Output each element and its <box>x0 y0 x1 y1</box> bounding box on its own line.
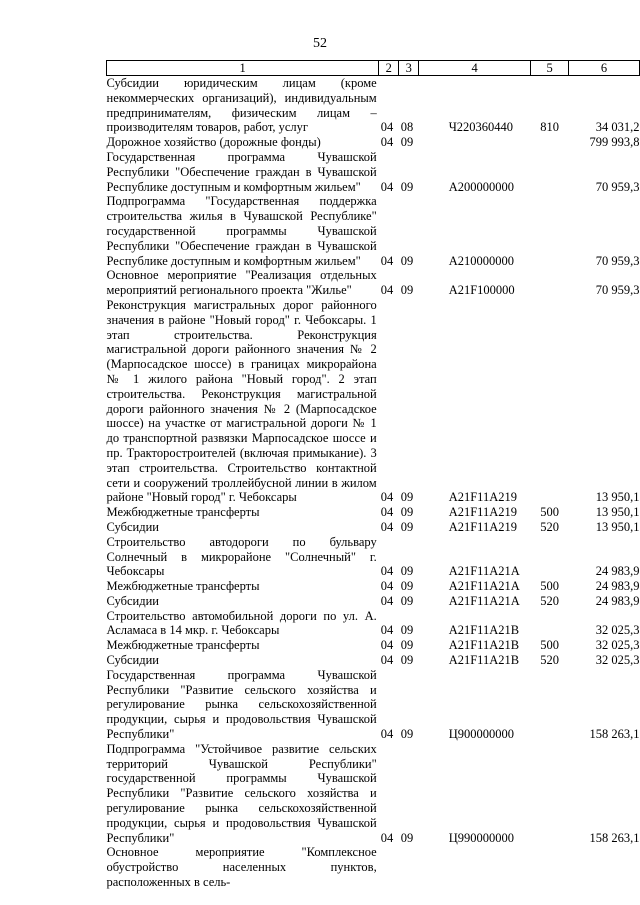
row-name: Государственная программа Чувашской Республики "Обеспечение граждан в Чувашской Республике доступным и комфортным жильем" <box>106 149 377 194</box>
row-name: Субсидии юридическим лицам (кроме некоммерческих организаций), индивидуальным предпринимателям, физическим лицам – производителям товаров, работ, услуг <box>106 76 377 135</box>
header-cell: 5 <box>531 61 569 76</box>
header-cell: 6 <box>569 61 640 76</box>
row-section: 04 <box>380 253 394 268</box>
row-target-article: А210000000 <box>448 253 514 268</box>
table-row <box>107 668 640 742</box>
row-name: Подпрограмма "Устойчивое развитие сельских территорий Чувашской Республики" государственной программы Чувашской Республики "Развитие сельского хозяйства и регулирование рынка сельскохозяйственной продукции, сырья и продовольствия Чувашской Республики" <box>106 741 377 845</box>
row-section: 04 <box>380 830 394 845</box>
table-row <box>107 505 640 520</box>
row-amount: 24 983,9 <box>595 564 640 579</box>
table-row <box>107 194 640 268</box>
row-section: 04 <box>380 653 394 668</box>
row-section <box>379 845 399 889</box>
header-cell: 2 <box>379 61 399 76</box>
row-target-article: Ц900000000 <box>448 727 514 742</box>
row-subsection: 09 <box>400 253 414 268</box>
table-row <box>107 742 640 846</box>
row-name: Субсидии <box>106 519 159 534</box>
table-row <box>107 520 640 535</box>
row-expense-type <box>531 268 569 298</box>
row-expense-type: 520 <box>540 519 559 534</box>
row-subsection: 09 <box>400 135 414 150</box>
row-subsection: 09 <box>400 653 414 668</box>
row-amount: 158 263,1 <box>589 830 640 845</box>
row-name: Межбюджетные трансферты <box>106 579 260 594</box>
row-name: Строительство автодороги по бульвару Солнечный в микрорайоне "Солнечный" г. Чебоксары <box>106 534 377 579</box>
row-target-article: А200000000 <box>448 179 514 194</box>
row-section: 04 <box>380 135 394 150</box>
row-name: Основное мероприятие "Реализация отдельных мероприятий регионального проекта "Жилье" <box>106 268 377 298</box>
row-target-article: А21F11А21А <box>448 593 520 608</box>
row-subsection: 09 <box>400 490 414 505</box>
row-subsection: 09 <box>400 579 414 594</box>
table-row <box>107 609 640 639</box>
row-target-article <box>419 845 531 889</box>
row-expense-type <box>531 150 569 194</box>
row-name: Субсидии <box>106 653 159 668</box>
row-amount: 13 950,1 <box>595 490 640 505</box>
row-target-article: А21F11А21А <box>448 564 520 579</box>
row-section: 04 <box>380 120 394 135</box>
table-row <box>107 845 640 889</box>
header-cell: 3 <box>399 61 419 76</box>
table-row <box>107 268 640 298</box>
page-number: 52 <box>313 36 327 51</box>
row-subsection: 09 <box>400 564 414 579</box>
row-amount: 32 025,3 <box>595 653 640 668</box>
row-target-article: Ц990000000 <box>448 830 514 845</box>
row-section: 04 <box>380 179 394 194</box>
row-name: Подпрограмма "Государственная поддержка строительства жилья в Чувашской Республике" государственной программы Чувашской Республики "Обеспечение граждан в Чувашской Республике доступным и комфортным жильем" <box>106 194 377 268</box>
row-amount: 24 983,9 <box>595 579 640 594</box>
row-expense-type <box>531 135 569 150</box>
row-section: 04 <box>380 505 394 520</box>
row-section: 04 <box>380 564 394 579</box>
row-name: Субсидии <box>106 593 159 608</box>
row-subsection: 09 <box>400 623 414 638</box>
table-body <box>107 76 640 890</box>
row-subsection: 08 <box>400 120 414 135</box>
row-section: 04 <box>380 579 394 594</box>
row-subsection <box>399 845 419 889</box>
row-subsection: 09 <box>400 519 414 534</box>
row-name: Межбюджетные трансферты <box>106 505 260 520</box>
table-row <box>107 150 640 194</box>
table-row <box>107 579 640 594</box>
budget-table <box>106 60 640 890</box>
row-expense-type: 810 <box>540 120 559 135</box>
row-amount: 70 959,3 <box>595 283 640 298</box>
row-section: 04 <box>380 593 394 608</box>
row-subsection: 09 <box>400 505 414 520</box>
table-row <box>107 638 640 653</box>
table-row <box>107 594 640 609</box>
row-expense-type: 500 <box>540 505 559 520</box>
row-expense-type <box>531 668 569 742</box>
row-section: 04 <box>380 519 394 534</box>
row-subsection: 09 <box>400 593 414 608</box>
row-target-article: А21F11А21В <box>448 653 520 668</box>
row-amount: 158 263,1 <box>589 727 640 742</box>
row-section: 04 <box>380 638 394 653</box>
table-row <box>107 653 640 668</box>
table-row <box>107 76 640 136</box>
row-expense-type <box>531 298 569 505</box>
row-name: Строительство автомобильной дороги по ул. А. Асламаса в 14 мкр. г. Чебоксары <box>106 608 377 638</box>
row-target-article: А21F11А21А <box>448 579 520 594</box>
row-subsection: 09 <box>400 830 414 845</box>
row-amount: 13 950,1 <box>595 505 640 520</box>
row-amount: 32 025,3 <box>595 623 640 638</box>
row-expense-type <box>531 609 569 639</box>
table-row <box>107 298 640 505</box>
row-target-article: А21F11А21В <box>448 623 520 638</box>
row-name: Дорожное хозяйство (дорожные фонды) <box>106 135 321 150</box>
row-target-article: А21F11А219 <box>448 490 517 505</box>
row-target-article <box>419 135 531 150</box>
row-name: Государственная программа Чувашской Республики "Развитие сельского хозяйства и регулирование рынка сельскохозяйственной продукции, сырья и продовольствия Чувашской Республики" <box>106 667 377 742</box>
row-subsection: 09 <box>400 727 414 742</box>
row-expense-type: 500 <box>540 579 559 594</box>
table-row <box>107 135 640 150</box>
row-name: Реконструкция магистральных дорог районного значения в районе "Новый город" г. Чебоксары. 1 этап строительства. Реконструкция магистральной дороги районного значения № 2 (Марпосадское шоссе) в границах микрорайона № 1 жилого района "Новый город". 2 этап строительства. Реконструкция магистральной дороги районного значения № 2 (Марпосадское шоссе) на участке от магистральной дороги № 1 до транспортной развязки Марпосадское шоссе и пр. Тракторостроителей (включая примыкание). 3 этап строительства. Строительство контактной сети и сооружений троллейбусной линии в жилом районе "Новый город" г. Чебоксары <box>106 297 377 505</box>
row-amount: 24 983,9 <box>595 593 640 608</box>
table-header <box>107 61 640 76</box>
row-amount <box>569 845 640 889</box>
row-amount: 13 950,1 <box>595 519 640 534</box>
header-cell: 4 <box>419 61 531 76</box>
row-expense-type <box>531 845 569 889</box>
row-target-article: А21F11А219 <box>448 505 517 520</box>
row-section: 04 <box>380 623 394 638</box>
row-name: Межбюджетные трансферты <box>106 638 260 653</box>
row-target-article: Ч220360440 <box>448 120 514 135</box>
row-amount: 70 959,3 <box>595 179 640 194</box>
row-expense-type: 500 <box>540 638 559 653</box>
row-expense-type <box>531 535 569 579</box>
row-section: 04 <box>380 283 394 298</box>
table-row <box>107 535 640 579</box>
row-expense-type: 520 <box>540 593 559 608</box>
row-amount: 799 993,8 <box>589 135 640 150</box>
row-subsection: 09 <box>400 638 414 653</box>
row-section: 04 <box>380 490 394 505</box>
row-subsection: 09 <box>400 179 414 194</box>
row-target-article: А21F11А219 <box>448 519 517 534</box>
row-name: Основное мероприятие "Комплексное обустройство населенных пунктов, расположенных в сель- <box>106 845 377 890</box>
header-cell: 1 <box>107 61 379 76</box>
row-amount: 70 959,3 <box>595 253 640 268</box>
row-expense-type <box>531 742 569 846</box>
row-expense-type: 520 <box>540 653 559 668</box>
row-amount: 34 031,2 <box>595 120 640 135</box>
row-target-article: А21F100000 <box>448 283 515 298</box>
row-subsection: 09 <box>400 283 414 298</box>
row-expense-type <box>531 194 569 268</box>
row-amount: 32 025,3 <box>595 638 640 653</box>
row-section: 04 <box>380 727 394 742</box>
row-target-article: А21F11А21В <box>448 638 520 653</box>
